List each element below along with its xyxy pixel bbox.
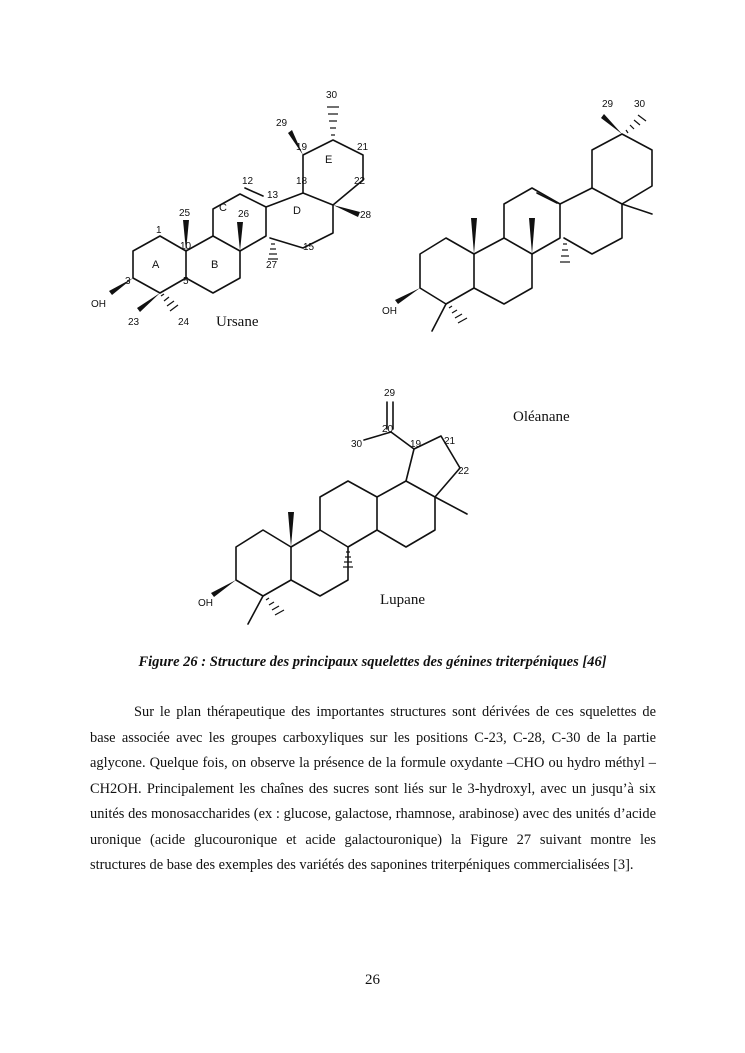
ursane-label-26: 26 xyxy=(238,209,250,220)
ursane-label-19: 19 xyxy=(296,142,308,153)
ursane-label-1: 1 xyxy=(156,225,162,236)
lupane-name: Lupane xyxy=(380,592,425,608)
figure-caption: Figure 26 : Structure des principaux squelettes des génines triterpéniques [46] xyxy=(138,654,607,670)
ursane-label-30: 30 xyxy=(326,90,338,101)
ursane-label-21: 21 xyxy=(357,142,369,153)
lupane-label-30: 30 xyxy=(351,439,363,450)
ring-label-c: C xyxy=(219,202,227,214)
oleanane-name: Oléanane xyxy=(513,409,570,425)
ursane-label-13: 13 xyxy=(267,190,279,201)
oleanane-label-30: 30 xyxy=(634,99,646,110)
lupane-label-oh: OH xyxy=(198,598,213,609)
page-number: 26 xyxy=(365,972,380,988)
ursane-label-12: 12 xyxy=(242,176,254,187)
lupane-label-20: 20 xyxy=(382,424,394,435)
ursane-label-22: 22 xyxy=(354,176,366,187)
oleanane-label-oh: OH xyxy=(382,306,397,317)
ursane-label-23: 23 xyxy=(128,317,140,328)
ursane-label-oh: OH xyxy=(91,299,106,310)
lupane-label-21: 21 xyxy=(444,436,456,447)
ursane-label-3: 3 xyxy=(125,276,131,287)
ursane-label-10: 10 xyxy=(180,241,192,252)
ursane-label-29: 29 xyxy=(276,118,288,129)
ursane-label-28: 28 xyxy=(360,210,372,221)
lupane-structure xyxy=(198,388,470,624)
lupane-label-22: 22 xyxy=(458,466,470,477)
lupane-label-19: 19 xyxy=(410,439,422,450)
ursane-label-25: 25 xyxy=(179,208,191,219)
body-paragraph: Sur le plan thérapeutique des importantes structures sont dérivées de ces squelettes de base associée avec les groupes carboxyliques sur les positions C-23, C-28, C-30 de la partie aglycone. Quelque fois, on observe la présence de la formule oxydante –CHO ou hydro méthyl –CH2OH. Principalement les chaînes des sucres sont liés sur le 3-hydroxyl, avec un jusqu’à six unités des monosaccharides (ex : glucose, galactose, rhamnose, arabinose) avec des unités d’acide uronique (acide glucouronique et acide galactouronique) la Figure 27 suivant montre les structures de base des exemples des variétés des saponines triterpéniques commercialisées [3]. xyxy=(90,704,656,873)
ring-label-b: B xyxy=(211,259,219,271)
ursane-label-18: 18 xyxy=(296,176,308,187)
lupane-label-29: 29 xyxy=(384,388,396,399)
oleanane-structure xyxy=(382,99,652,425)
ring-label-e: E xyxy=(325,154,333,166)
ursane-name: Ursane xyxy=(216,314,259,330)
ursane-structure xyxy=(91,90,372,330)
ring-label-d: D xyxy=(293,205,301,217)
ursane-label-27: 27 xyxy=(266,260,278,271)
oleanane-label-29: 29 xyxy=(602,99,614,110)
ursane-label-15: 15 xyxy=(303,242,315,253)
ursane-label-5: 5 xyxy=(183,276,189,287)
ursane-label-24: 24 xyxy=(178,317,190,328)
ring-label-a: A xyxy=(152,259,160,271)
